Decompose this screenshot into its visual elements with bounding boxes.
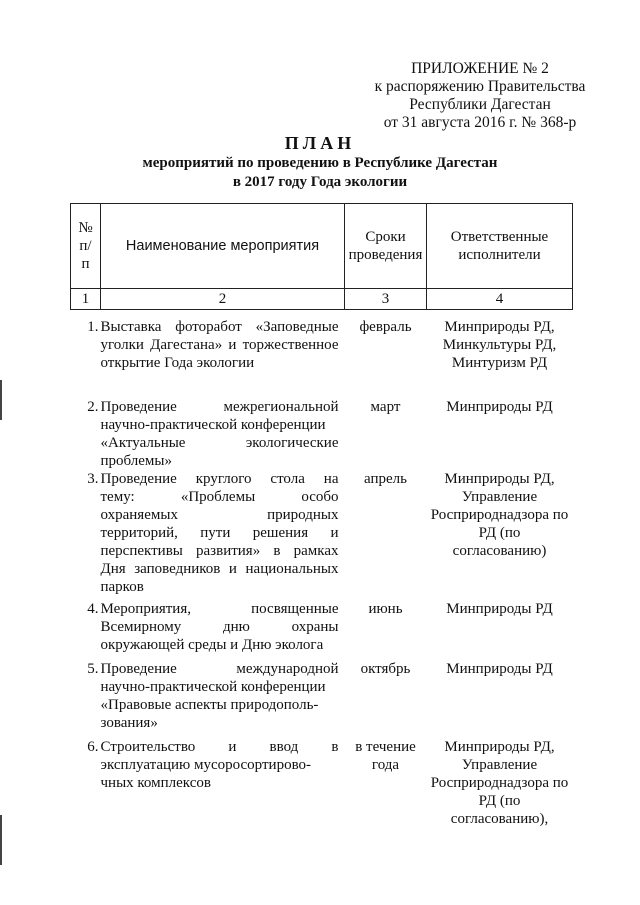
title-subtitle: мероприятий по проведению в Республике Дагестан: [142, 155, 498, 171]
row-responsible-line: Росприроднадзора по: [430, 507, 569, 523]
appendix-block: [360, 60, 600, 132]
row-number: 3.: [87, 471, 99, 487]
row-event-line: научно-практической конференции: [100, 417, 326, 433]
row-number: 2.: [87, 399, 99, 415]
row-term: октябрь: [360, 661, 411, 677]
row-responsible: [427, 660, 573, 738]
row-event-line: парков: [100, 579, 144, 595]
title-plan: ПЛАН: [284, 133, 356, 153]
row-event-line: охраняемых природных: [100, 507, 339, 523]
appendix-line: от 31 августа 2016 г. № 368-р: [383, 114, 577, 131]
table-row: [71, 660, 573, 738]
scan-edge-mark: [0, 380, 2, 420]
row-event-name: [101, 470, 345, 600]
row-event-line: Проведение международной: [100, 661, 339, 677]
row-event-line: зования»: [100, 715, 158, 731]
header-num: [71, 204, 101, 289]
row-term: [345, 738, 427, 838]
appendix-line: Республики Дагестан: [409, 96, 551, 113]
row-event-line: Мероприятия, посвященные: [100, 601, 339, 617]
row-term: апрель: [364, 471, 407, 487]
row-responsible: [427, 600, 573, 660]
row-event-line: Выставка фоторабот «Заповедные: [100, 319, 339, 335]
row-term-line: в течение: [355, 739, 416, 755]
row-term: март: [370, 399, 401, 415]
row-responsible-line: Росприроднадзора по: [430, 775, 569, 791]
row-responsible-line: Минприроды РД,: [444, 471, 555, 487]
table-row: [71, 738, 573, 838]
row-number: 4.: [87, 601, 99, 617]
row-responsible-line: Минприроды РД: [446, 601, 553, 617]
row-responsible: [427, 310, 573, 399]
row-event-line: уголки Дагестана» и торжественное: [100, 337, 339, 353]
table-row: [71, 600, 573, 660]
row-responsible-line: согласованию): [452, 543, 547, 559]
column-number: 3: [345, 289, 427, 310]
row-event-line: Всемирному дню охраны: [100, 619, 339, 635]
header-name: Наименование мероприятия: [101, 204, 345, 289]
header-num-line: п: [81, 256, 90, 272]
header-term-line: Сроки: [365, 229, 406, 245]
row-responsible-line: Минтуризм РД: [451, 355, 548, 371]
document-title: [0, 132, 640, 192]
row-event-line: окружающей среды и Дню эколога: [100, 637, 324, 653]
table-row: [71, 470, 573, 600]
header-num-line: п/: [79, 238, 92, 254]
plan-table: [70, 203, 573, 838]
row-event-line: «Актуальные экологические: [100, 435, 339, 451]
row-responsible-line: Минприроды РД: [446, 661, 553, 677]
table-row: [71, 310, 573, 399]
row-term: февраль: [359, 319, 412, 335]
row-responsible-line: Минкультуры РД,: [442, 337, 557, 353]
header-resp-line: Ответственные: [450, 229, 549, 245]
row-responsible: [427, 470, 573, 600]
row-event-line: Строительство и ввод в: [100, 739, 339, 755]
row-event-line: территорий, пути решения и: [100, 525, 339, 541]
row-term: июнь: [368, 601, 403, 617]
row-event-name: [101, 738, 345, 838]
appendix-line: к распоряжению Правительства: [374, 78, 586, 95]
column-number: 2: [101, 289, 345, 310]
row-event-name: [101, 310, 345, 399]
row-event-name: [101, 660, 345, 738]
row-event-line: эксплуатацию мусоросортирово-: [100, 757, 312, 773]
row-responsible-line: Управление: [461, 757, 538, 773]
row-event-line: Дня заповедников и национальных: [100, 561, 339, 577]
header-num-line: №: [78, 220, 93, 236]
row-responsible-line: Минприроды РД,: [444, 739, 555, 755]
row-event-line: тему: «Проблемы особо: [100, 489, 339, 505]
header-term-line: проведения: [348, 247, 423, 263]
row-event-name: [101, 600, 345, 660]
row-event-line: перспективы развития» в рамках: [100, 543, 339, 559]
header-term: [345, 204, 427, 289]
header-resp: [427, 204, 573, 289]
row-number: 5.: [87, 661, 99, 677]
row-event-name: [101, 398, 345, 470]
row-responsible-line: Управление: [461, 489, 538, 505]
column-number-row: [71, 289, 573, 310]
row-event-line: научно-практической конференции: [100, 679, 326, 695]
row-event-line: чных комплексов: [100, 775, 211, 791]
column-number: 4: [427, 289, 573, 310]
row-responsible: [427, 738, 573, 838]
row-event-line: проблемы»: [100, 453, 172, 469]
table-row: [71, 398, 573, 470]
row-event-line: открытие Года экологии: [100, 355, 255, 371]
row-event-line: Проведение круглого стола на: [100, 471, 339, 487]
row-event-line: «Правовые аспекты природополь-: [100, 697, 319, 713]
row-responsible-line: Минприроды РД,: [444, 319, 555, 335]
title-year: в 2017 году Года экологии: [232, 174, 408, 190]
appendix-title: ПРИЛОЖЕНИЕ № 2: [411, 60, 549, 77]
row-number: 6.: [87, 739, 99, 755]
row-responsible-line: РД (по: [478, 525, 521, 541]
row-number: 1.: [87, 319, 99, 335]
row-responsible: [427, 398, 573, 470]
row-term-line: года: [371, 757, 400, 773]
row-responsible-line: Минприроды РД: [446, 399, 553, 415]
row-responsible-line: согласованию),: [450, 811, 549, 827]
table-header-row: [71, 204, 573, 289]
column-number: 1: [71, 289, 101, 310]
header-resp-line: исполнители: [458, 247, 541, 263]
scan-edge-mark: [0, 815, 2, 865]
row-responsible-line: РД (по: [478, 793, 521, 809]
row-event-line: Проведение межрегиональной: [100, 399, 339, 415]
